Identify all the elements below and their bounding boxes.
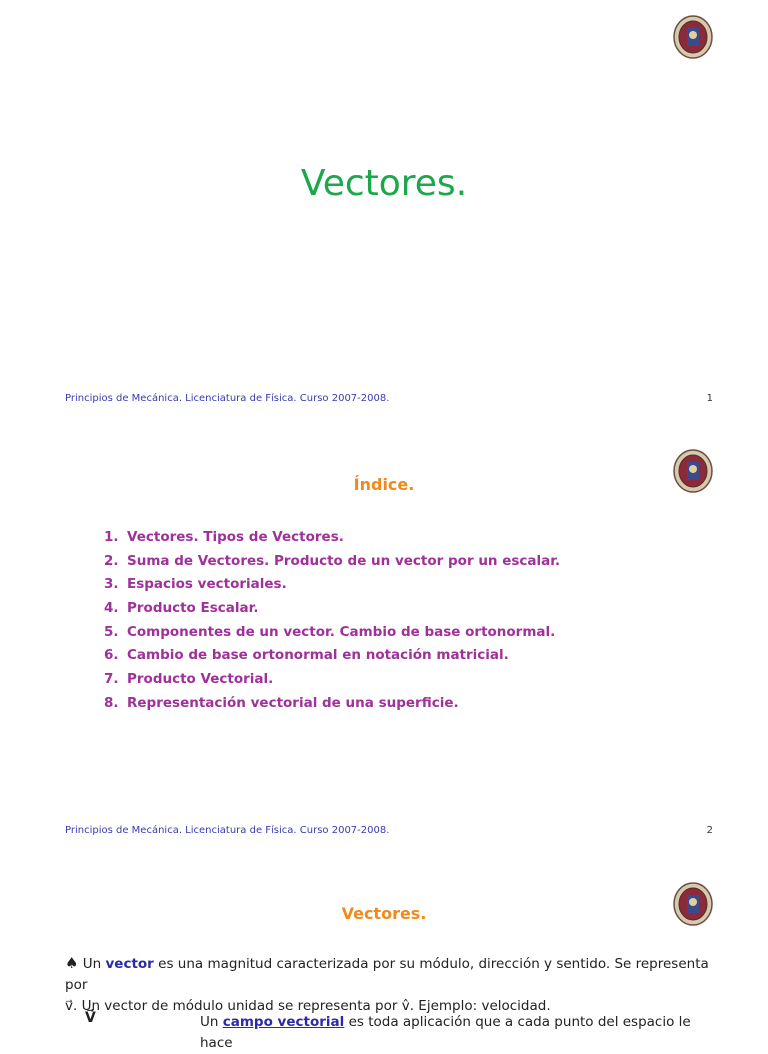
page-number: 2: [706, 825, 713, 836]
slide-3: [0, 860, 768, 1051]
slide-footer: [65, 393, 713, 404]
slide-2: [0, 430, 768, 860]
spade-bullet-icon: ♠: [65, 954, 79, 972]
slide-heading: Vectores.: [341, 904, 427, 923]
slide-heading: Índice.: [353, 475, 415, 494]
term-vector-field: campo vectorial: [222, 1014, 345, 1030]
university-seal-icon: [673, 15, 713, 59]
toc-item: 7. Producto Vectorial.: [104, 671, 274, 688]
toc-item: 8. Representación vectorial de una superficie.: [104, 694, 459, 711]
toc-item: 1. Vectores. Tipos de Vectores.: [104, 529, 344, 545]
toc-item: 2. Suma de Vectores. Producto de un vector por un escalar.: [104, 552, 561, 569]
vector-definition: ♠ Un vector es una magnitud caracterizada por su módulo, dirección y sentido. Se representa por v⃗. Un vector de módulo unidad se representa por v̂. Ejemplo: velocidad.: [65, 954, 709, 1014]
toc-item: 6. Cambio de base ortonormal en notación matricial.: [104, 647, 509, 664]
footer-text: Principios de Mecánica. Licenciatura de Física. Curso 2007-2008.: [65, 393, 390, 404]
presentation-title: Vectores.: [300, 163, 468, 204]
toc-item: 4. Producto Escalar.: [104, 600, 259, 617]
table-of-contents: [104, 526, 560, 716]
page-number: 1: [706, 393, 713, 404]
toc-item: 5. Componentes de un vector. Cambio de base ortonormal.: [104, 623, 556, 640]
vector-field-definition: Un campo vectorial es toda aplicación que a cada punto del espacio le hace: [200, 1014, 691, 1051]
slide-1: [0, 0, 768, 430]
term-vector: vector: [105, 956, 154, 972]
toc-item: 3. Espacios vectoriales.: [104, 576, 287, 593]
vector-field-symbol: V⃗: [85, 1010, 96, 1026]
footer-text: Principios de Mecánica. Licenciatura de Física. Curso 2007-2008.: [65, 825, 390, 836]
slide-footer: [65, 825, 713, 836]
